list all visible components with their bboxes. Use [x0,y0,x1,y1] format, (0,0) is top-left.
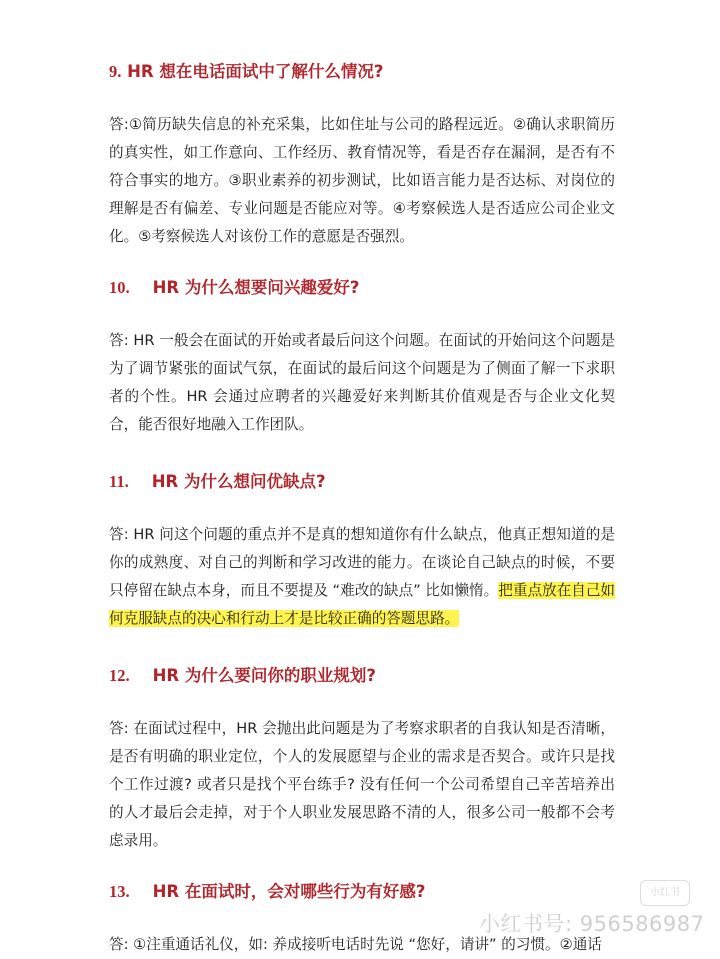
answer-text [109,521,615,633]
document-body [109,58,615,959]
question-number: 13. [109,882,130,901]
question-number: 12. [109,666,130,685]
watermark-logo: 小红书 [640,880,690,906]
question-number: 9. [109,62,122,81]
qa-section-12 [109,662,615,855]
qa-section-9 [109,58,615,251]
question-text: HR 想在电话面试中了解什么情况? [127,62,384,81]
question-number: 11. [109,472,129,491]
qa-section-11 [109,468,615,633]
answer-text: 答: 在面试过程中，HR 会抛出此问题是为了考察求职者的自我认知是否清晰，是否有明确的职业定位，个人的发展愿望与企业的需求是否契合。或许只是找个工作过渡? 或者只是找个平台练手? 没有任何一个公司希望自己辛苦培养出的人才最后会走掉，对于个人职业发展思路不清的人，很多公司一般都不会考虑录用。 [109,720,615,849]
watermark-text: 小红书号: 956586987 [479,912,705,936]
question-number: 10. [109,278,130,297]
question-text: HR 为什么想要问兴趣爱好? [152,278,360,297]
question-title [109,662,615,690]
question-text: HR 为什么要问你的职业规划? [152,666,376,685]
question-text: HR 为什么想问优缺点? [151,472,326,491]
question-title [109,274,615,302]
answer-text: 答: ①注重通话礼仪，如: 养成接听电话时先说 “您好，请讲” 的习惯。②通话 [109,936,602,953]
answer-text: 答:①简历缺失信息的补充采集，比如住址与公司的路程远近。②确认求职简历的真实性，如工作意向、工作经历、教育情况等，看是否存在漏洞，是否有不符合事实的地方。③职业素养的初步测试，比如语言能力是否达标、对岗位的理解是否有偏差、专业问题是否能应对等。④考察候选人是否适应公司企业文化。⑤考察候选人对该份工作的意愿是否强烈。 [109,116,615,245]
qa-section-10 [109,274,615,439]
answer-highlight: 把重点放在自己如何克服缺点的决心和行动上才是比较正确的答题思路。 [109,582,616,627]
answer-plain: 答: HR 问这个问题的重点并不是真的想知道你有什么缺点，他真正想知道的是你的成熟度、对自己的判断和学习改进的能力。在谈论自己缺点的时候，不要只停留在缺点本身，而且不要提及 “难改的缺点” 比如懒惰。 [109,526,615,599]
question-title [109,468,615,496]
question-title [109,878,615,906]
question-title [109,58,615,86]
answer-text: 答: HR 一般会在面试的开始或者最后问这个问题。在面试的开始问这个问题是为了调节紧张的面试气氛，在面试的最后问这个问题是为了侧面了解一下求职者的个性。HR 会通过应聘者的兴趣爱好来判断其价值观是否与企业文化契合，能否很好地融入工作团队。 [109,332,615,433]
question-text: HR 在面试时，会对哪些行为有好感? [152,882,426,901]
